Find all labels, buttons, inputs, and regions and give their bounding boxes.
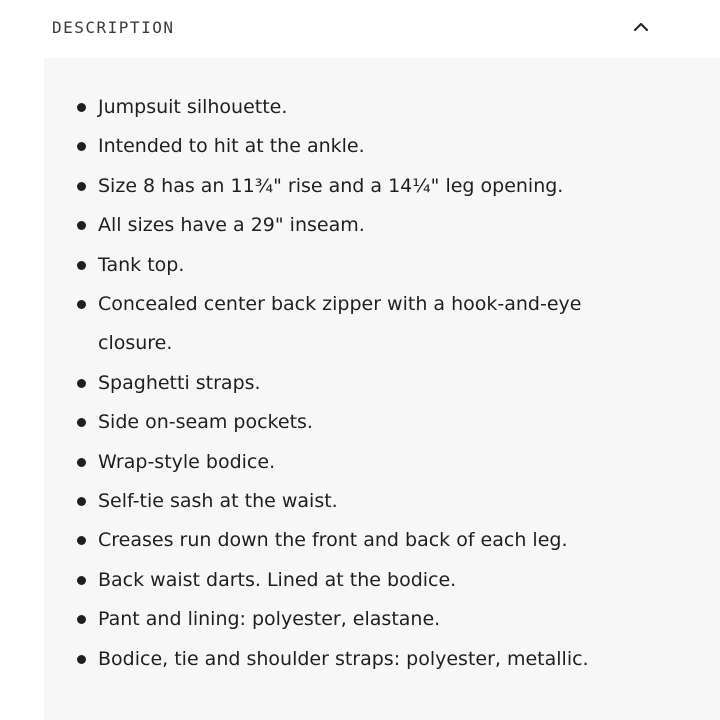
- bullet-icon: [77, 458, 86, 467]
- list-item-text: Creases run down the front and back of each leg.: [98, 529, 568, 552]
- list-item: [0, 246, 658, 285]
- bullet-icon: [77, 142, 86, 151]
- description-header[interactable]: [0, 0, 720, 58]
- list-item: [0, 403, 658, 442]
- list-item: [0, 88, 658, 127]
- section-title: DESCRIPTION: [52, 18, 175, 37]
- bullet-icon: [77, 300, 86, 309]
- list-item-text: Concealed center back zipper with a hook-and-eye closure.: [98, 293, 582, 355]
- list-item-text: Jumpsuit silhouette.: [98, 96, 288, 118]
- bullet-icon: [77, 576, 86, 585]
- list-item-text: Spaghetti straps.: [98, 371, 261, 394]
- list-item-text: Tank top.: [98, 253, 185, 276]
- list-item: [0, 443, 658, 482]
- list-item: [0, 521, 658, 560]
- list-item: [0, 482, 658, 521]
- bullet-icon: [77, 418, 86, 427]
- list-item-text: Wrap-style bodice.: [98, 450, 276, 473]
- bullet-icon: [77, 655, 86, 664]
- list-item-text: Intended to hit at the ankle.: [98, 135, 365, 158]
- list-item-text: Back waist darts. Lined at the bodice.: [98, 568, 457, 591]
- bullet-icon: [77, 261, 86, 270]
- list-item: [0, 640, 658, 679]
- list-item: [0, 285, 658, 364]
- list-item-text: Size 8 has an 11¾" rise and a 14¼" leg opening.: [98, 174, 564, 197]
- bullet-icon: [77, 103, 86, 112]
- list-item: [0, 364, 658, 403]
- list-item: [0, 127, 658, 166]
- bullet-icon: [77, 497, 86, 506]
- list-item: [0, 167, 658, 206]
- list-item: [0, 206, 658, 245]
- list-item-text: Side on-seam pockets.: [98, 411, 313, 434]
- bullet-icon: [77, 182, 86, 191]
- list-item-text: Pant and lining: polyester, elastane.: [98, 608, 441, 631]
- list-item: [0, 600, 658, 639]
- bullet-icon: [77, 379, 86, 388]
- bullet-icon: [77, 615, 86, 624]
- description-list: [0, 88, 720, 679]
- chevron-up-icon[interactable]: [630, 16, 652, 38]
- bullet-icon: [77, 221, 86, 230]
- list-item: [0, 561, 658, 600]
- list-item-text: All sizes have a 29" inseam.: [98, 214, 365, 237]
- list-item-text: Self-tie sash at the waist.: [98, 490, 338, 513]
- list-item-text: Bodice, tie and shoulder straps: polyester, metallic.: [98, 647, 589, 670]
- bullet-icon: [77, 536, 86, 545]
